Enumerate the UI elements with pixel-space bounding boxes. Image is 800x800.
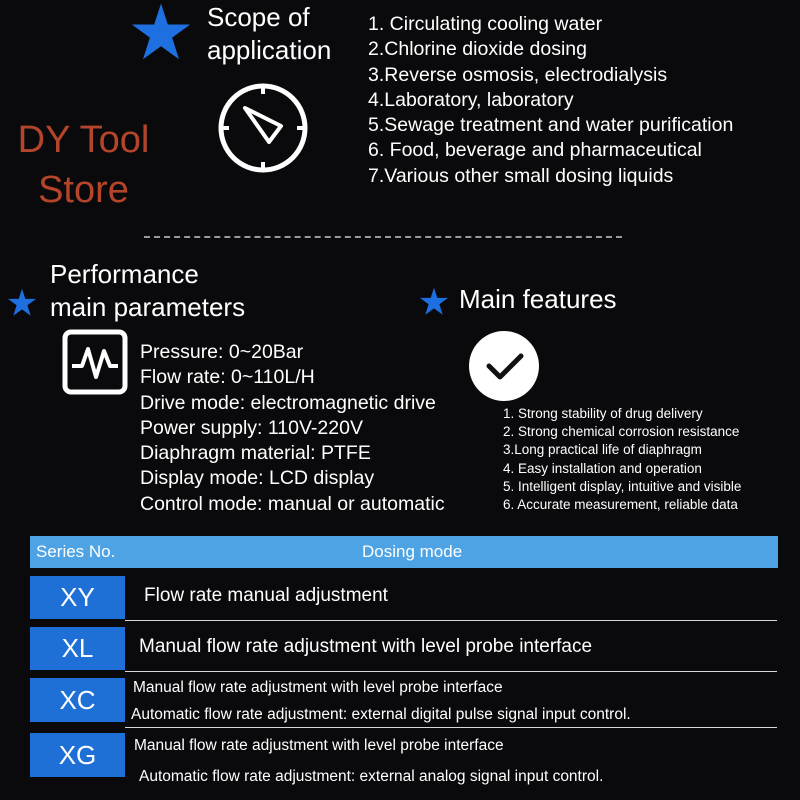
list-item: 4.Laboratory, laboratory [368,88,574,111]
list-item: 6. Accurate measurement, reliable data [503,497,738,513]
list-item: 3.Reverse osmosis, electrodialysis [368,63,668,86]
scope-star-icon [130,2,192,62]
section-divider [144,236,622,238]
series-code-xy: XY [30,576,125,619]
list-item: 2. Strong chemical corrosion resistance [503,424,740,440]
parameters-list [140,340,445,517]
store-watermark: DY Tool Store [17,119,150,211]
table-row-desc: Manual flow rate adjustment with level probe interface [139,636,593,657]
row-divider [125,671,777,672]
list-item: 1. Strong stability of drug delivery [503,406,703,421]
list-item: Drive mode: electromagnetic drive [140,391,436,414]
header-series: Series No. [36,542,116,561]
list-item: Display mode: LCD display [140,467,375,490]
series-code-xl: XL [30,627,125,670]
table-header [30,536,778,568]
list-item: Power supply: 110V-220V [140,416,363,439]
waveform-icon [62,329,128,395]
header-dosing-mode: Dosing mode [362,542,463,561]
compass-icon [215,80,311,176]
list-item: 5. Intelligent display, intuitive and visible [503,478,742,494]
table-row-desc: Manual flow rate adjustment with level probe interface [134,737,504,754]
performance-star-icon [7,288,37,317]
table-row-desc: Automatic flow rate adjustment: external analog signal input control. [139,768,604,785]
list-item: 5.Sewage treatment and water purification [368,114,734,137]
list-item: 6. Food, beverage and pharmaceutical [368,139,702,162]
list-item: Control mode: manual or automatic [140,492,445,515]
list-item: Pressure: 0~20Bar [140,341,304,363]
row-divider [125,727,777,728]
list-item: 7.Various other small dosing liquids [368,164,674,187]
performance-title: Performance main parameters [50,259,246,322]
table-row-desc: Flow rate manual adjustment [144,585,388,606]
list-item: 2.Chlorine dioxide dosing [368,38,587,61]
scope-list [368,12,733,189]
list-item: 3.Long practical life of diaphragm [503,442,702,458]
series-code-xg: XG [30,733,125,777]
table-row-desc: Automatic flow rate adjustment: external digital pulse signal input control. [131,706,631,723]
row-divider [125,620,777,621]
scope-title: Scope of application [207,2,332,65]
list-item: Diaphragm material: PTFE [140,442,371,465]
checkmark-icon [467,329,541,403]
series-code-xc: XC [30,678,125,722]
features-title: Main features [459,284,617,314]
features-list [503,405,741,514]
list-item: 4. Easy installation and operation [503,460,702,476]
list-item: Flow rate: 0~110L/H [140,366,315,389]
table-row-desc: Manual flow rate adjustment with level probe interface [133,679,503,696]
features-star-icon [419,287,449,316]
list-item: 1. Circulating cooling water [368,13,603,35]
